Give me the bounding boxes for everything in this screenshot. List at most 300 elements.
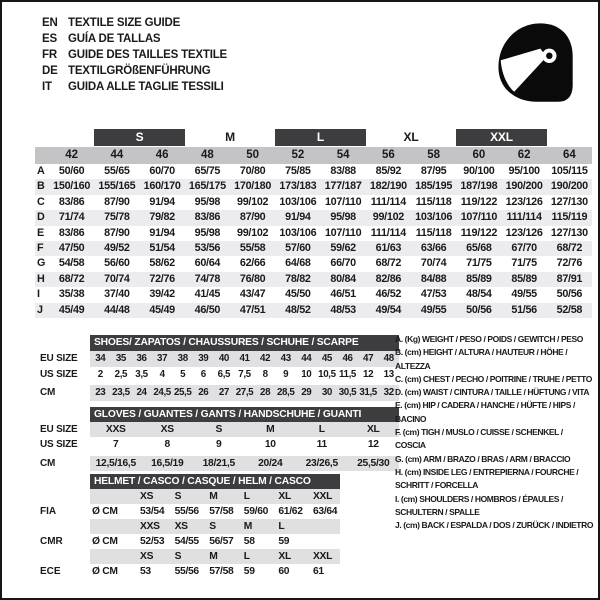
measurement-value: 85/92 (375, 165, 402, 177)
measurement-value: 76/80 (239, 272, 266, 285)
spacer-cell (90, 549, 132, 564)
gloves-us-row (90, 437, 399, 452)
measurement-row-f (35, 241, 592, 256)
measurement-legend (395, 333, 595, 532)
measurement-value: 123/126 (505, 226, 543, 239)
shoe-us-size: 13 (383, 369, 394, 380)
eu-size-label: EU SIZE (40, 353, 78, 364)
measurement-value: 107/110 (324, 226, 362, 239)
measurement-row-i (35, 287, 592, 302)
size-column-number: 62 (517, 149, 531, 161)
measurement-value: 65/75 (194, 165, 221, 177)
measurement-value: 83/86 (58, 226, 85, 239)
measurement-value: 190/200 (505, 180, 543, 193)
measurement-value: 57/60 (285, 241, 311, 254)
measurement-value: 78/82 (285, 272, 311, 285)
glove-us-size: 9 (216, 439, 222, 450)
measurement-value: 70/74 (104, 272, 130, 285)
measurement-value: 111/114 (370, 226, 406, 239)
shoe-cm-size: 28,5 (276, 387, 295, 398)
glove-us-size: 8 (164, 439, 170, 450)
measurement-value: 87/90 (239, 211, 266, 224)
helmet-size-label: S (174, 491, 182, 502)
measurement-row-b (35, 179, 592, 194)
measurement-value: 52/58 (556, 303, 583, 316)
measurement-value: 90/100 (463, 165, 495, 177)
legend-item: C. (cm) CHEST / PECHO / POITRINE / TRUHE / PETTO (395, 373, 592, 384)
measurement-value: 45/49 (149, 303, 175, 316)
measurement-value: 54/58 (58, 257, 85, 270)
legend-item: E. (cm) HIP / CADERA / HANCHE / HÜFTE / HIPS / BACINO (395, 400, 575, 424)
measurement-value: 87/91 (556, 272, 583, 285)
measurement-value: 49/52 (104, 241, 130, 254)
helmet-cmr-values-row (90, 534, 340, 549)
measurement-value: 61/63 (375, 241, 402, 254)
helmet-size-value: 55/56 (174, 566, 199, 577)
measurement-row-e (35, 226, 592, 241)
shoe-us-size: 11,5 (339, 369, 356, 380)
glove-cm-size: 16,5/19 (151, 458, 184, 469)
measurement-value: 87/90 (104, 195, 130, 208)
helmet-size-value: 53 (140, 566, 151, 577)
language-code: FR (42, 49, 57, 61)
shoe-us-size: 6 (200, 369, 206, 380)
size-number-row (35, 147, 592, 164)
helmet-size-value: 57/58 (209, 506, 234, 517)
measurement-row-c (35, 195, 592, 210)
measurement-row-g (35, 256, 592, 271)
shoe-eu-size: 44 (301, 353, 312, 364)
measurement-value: 72/76 (149, 272, 175, 285)
shoe-cm-size: 27,5 (235, 387, 254, 398)
legend-item: F. (cm) TIGH / MUSLO / CUISSE / SCHENKEL / COSCIA (395, 427, 563, 451)
shoe-us-size: 7,5 (238, 369, 251, 380)
measurement-value: 91/94 (149, 226, 175, 239)
measurement-value: 43/47 (239, 288, 266, 301)
measurement-value: 160/170 (143, 180, 181, 193)
helmet-size-label: XL (278, 491, 291, 502)
measurement-value: 51/54 (149, 241, 175, 254)
measurement-value: 68/72 (375, 257, 402, 270)
legend-item: B. (cm) HEIGHT / ALTURA / HAUTEUR / HÖHE / ALTEZZA (395, 347, 568, 371)
glove-eu-size: M (266, 424, 275, 435)
measurement-row-h (35, 272, 592, 287)
measurement-letter: E (37, 226, 44, 239)
helmet-size-label: XXL (312, 491, 333, 502)
size-column-number: 50 (246, 149, 260, 161)
glove-cm-size: 12,5/16,5 (95, 458, 136, 469)
measurement-value: 119/122 (460, 195, 498, 208)
measurement-value: 127/130 (550, 195, 588, 208)
measurement-letter: C (37, 195, 45, 208)
helmet-size-label: XS (140, 551, 154, 562)
size-s-header: S (94, 129, 185, 146)
glove-cm-size: 23/26,5 (305, 458, 338, 469)
measurement-value: 68/72 (58, 272, 85, 285)
measurement-value: 103/106 (279, 226, 317, 239)
glove-eu-size: XS (160, 424, 174, 435)
glove-us-size: 7 (113, 439, 119, 450)
size-column-number: 64 (562, 149, 576, 161)
glove-us-size: 11 (316, 439, 327, 450)
measurement-value: 99/102 (237, 195, 269, 208)
shoe-us-size: 2,5 (114, 369, 128, 380)
measurement-row-j (35, 303, 592, 318)
measurement-row-a (35, 164, 592, 179)
shoes-cm-row (90, 385, 399, 401)
size-column-number: 60 (472, 149, 486, 161)
gloves-eu-row (90, 422, 399, 437)
shoe-eu-size: 47 (363, 353, 374, 364)
measurement-value: 65/68 (466, 241, 492, 254)
shoe-eu-size: 38 (177, 353, 188, 364)
measurement-value: 55/58 (239, 241, 266, 254)
measurement-value: 187/198 (460, 180, 498, 193)
shoe-cm-size: 24,5 (153, 387, 171, 398)
shoe-cm-size: 30,5 (338, 387, 357, 398)
size-column-number: 58 (427, 149, 441, 161)
gloves-row-labels (40, 422, 78, 471)
shoe-eu-size: 45 (321, 353, 332, 364)
shoe-us-size: 12 (363, 369, 374, 380)
language-title: GUIDE DES TAILLES TEXTILE (68, 49, 227, 61)
measurement-value: 51/56 (511, 303, 537, 316)
shoe-us-size: 10,5 (318, 369, 336, 380)
shoe-us-size: 4 (159, 369, 165, 380)
glove-eu-size: S (215, 424, 223, 435)
shoe-cm-size: 23 (95, 387, 106, 398)
measurement-value: 105/115 (551, 165, 588, 177)
size-column-number: 46 (155, 149, 169, 161)
size-column-number: 56 (381, 149, 395, 161)
glove-eu-size: L (318, 424, 325, 435)
measurement-value: 62/66 (239, 257, 266, 270)
legend-item: A. (Kg) WEIGHT / PESO / POIDS / GEWITCH / PESO (395, 334, 583, 344)
helmet-size-label: M (243, 521, 253, 532)
measurement-value: 48/53 (330, 303, 356, 316)
shoe-eu-size: 36 (136, 353, 147, 364)
size-column-number: 52 (291, 149, 305, 161)
measurement-value: 115/118 (415, 195, 452, 208)
shoe-us-size: 2 (97, 369, 103, 380)
language-line (42, 79, 227, 95)
measurement-value: 71/74 (58, 211, 85, 224)
shoe-eu-size: 37 (157, 353, 168, 364)
measurement-value: 71/75 (466, 257, 492, 270)
language-code: IT (42, 81, 52, 93)
glove-us-size: 10 (264, 439, 276, 450)
measurement-value: 182/190 (369, 180, 407, 193)
shoe-cm-size: 26 (198, 387, 209, 398)
legend-item: G. (cm) ARM / BRAZO / BRAS / ARM / BRACCIO (395, 453, 571, 464)
measurement-value: 75/85 (285, 165, 311, 177)
measurement-value: 95/98 (194, 195, 221, 208)
measurement-value: 48/54 (466, 288, 492, 301)
racing-helmet-icon (489, 17, 579, 109)
textile-size-table (35, 128, 592, 318)
measurement-value: 70/74 (420, 257, 447, 270)
gloves-table-title: GLOVES / GUANTES / GANTS / HANDSCHUHE / GUANTI (90, 407, 399, 422)
shoe-eu-size: 42 (260, 353, 271, 364)
helmet-size-value: 63/64 (312, 506, 338, 517)
glove-cm-size: 25,5/30 (357, 458, 390, 469)
measurement-value: 155/165 (98, 180, 136, 193)
shoes-table (90, 335, 399, 401)
shoe-us-size: 8 (262, 369, 268, 380)
glove-us-size: 12 (367, 439, 379, 450)
measurement-letter: F (37, 241, 44, 254)
measurement-letter: J (37, 303, 43, 316)
size-group-header-row (35, 128, 592, 147)
measurement-value: 46/50 (194, 303, 221, 316)
measurement-value: 103/106 (279, 195, 317, 208)
language-line (42, 47, 227, 63)
shoe-us-size: 9 (283, 369, 289, 380)
measurement-value: 150/160 (53, 180, 91, 193)
size-l-header: L (275, 129, 366, 146)
measurement-value: 115/119 (551, 211, 588, 224)
measurement-value: 79/82 (149, 211, 175, 224)
measurement-value: 64/68 (285, 257, 311, 270)
measurement-value: 37/40 (104, 288, 130, 301)
measurement-value: 75/78 (104, 211, 130, 224)
shoes-row-labels (40, 351, 78, 401)
measurement-value: 85/89 (466, 272, 492, 285)
shoe-cm-size: 28 (260, 387, 271, 398)
measurement-value: 60/64 (194, 257, 221, 270)
eu-size-label: EU SIZE (40, 424, 78, 435)
legend-item: D. (cm) WAIST / CINTURA / TAILLE / HÜFTUNG / VITA (395, 387, 590, 398)
measurement-value: 84/88 (420, 272, 447, 285)
helmet-size-value: 61 (312, 566, 324, 577)
shoe-cm-size: 24 (136, 387, 147, 398)
helmet-size-label: XXL (312, 551, 333, 562)
measurement-value: 99/102 (372, 211, 404, 224)
measurement-value: 87/95 (420, 165, 447, 177)
measurement-value: 70/80 (239, 165, 266, 177)
measurement-value: 47/50 (58, 241, 85, 254)
measurement-value: 46/51 (330, 288, 356, 301)
shoe-eu-size: 41 (239, 353, 250, 364)
helmet-size-value: 59 (243, 566, 255, 577)
helmet-size-value: 61/62 (278, 506, 303, 517)
shoe-cm-size: 30 (321, 387, 332, 398)
measurement-value: 115/118 (415, 226, 452, 239)
measurement-value: 111/114 (370, 195, 406, 208)
shoe-eu-size: 35 (115, 353, 126, 364)
helmet-size-value: 60 (278, 566, 290, 577)
measurement-value: 95/100 (508, 165, 540, 177)
measurement-value: 67/70 (511, 241, 537, 254)
helmet-size-label: S (209, 521, 216, 532)
helmet-size-label: XL (278, 551, 291, 562)
language-title: GUÍA DE TALLAS (68, 33, 161, 45)
shoes-eu-row (90, 351, 399, 367)
measurement-value: 45/50 (285, 288, 311, 301)
shoe-cm-size: 23,5 (112, 387, 130, 398)
legend-item: H. (cm) INSIDE LEG / ENTREPIERNA / FOURCHE / SCHRITT / FORCELLA (395, 466, 579, 491)
size-column-number: 42 (65, 149, 79, 161)
measurement-value: 72/76 (556, 257, 583, 270)
helmet-size-value: 57/58 (209, 566, 234, 577)
helmet-size-value: 59/60 (243, 506, 269, 517)
helmet-ece-sizes-row (90, 549, 340, 564)
legend-item: I. (cm) SHOULDERS / HOMBROS / ÉPAULES / SCHULTERN / SPALLE (395, 493, 563, 517)
helmet-size-label: L (243, 551, 250, 562)
glove-eu-size: XL (366, 424, 380, 435)
measurement-value: 49/55 (420, 303, 447, 316)
size-xl-header: XL (403, 130, 419, 144)
legend-item: J. (cm) BACK / ESPALDA / DOS / ZURÜCK / INDIETRO (395, 520, 594, 531)
measurement-value: 63/66 (420, 241, 447, 254)
helmet-fia-sizes-row (90, 489, 340, 504)
helmet-table-title: HELMET / CASCO / CASQUE / HELM / CASCO (90, 474, 340, 489)
helmet-cmr-sizes-row (90, 519, 340, 534)
measurement-letter: G (37, 257, 46, 270)
measurement-value: 35/38 (58, 288, 85, 301)
size-column-number: 54 (336, 149, 350, 161)
measurement-value: 87/90 (104, 226, 130, 239)
helmet-size-value: 54/55 (174, 536, 199, 547)
language-title: TEXTILE SIZE GUIDE (68, 17, 181, 29)
measurement-value: 99/102 (237, 226, 269, 239)
measurement-letter: H (37, 272, 45, 285)
measurement-value: 50/56 (466, 303, 492, 316)
diameter-cm-label: Ø CM (92, 536, 118, 547)
measurement-value: 95/98 (194, 226, 221, 239)
helmet-table (90, 474, 340, 579)
ece-standard-label: ECE (40, 566, 61, 577)
measurement-value: 71/75 (511, 257, 537, 270)
us-size-label: US SIZE (40, 369, 78, 380)
measurement-value: 47/53 (420, 288, 447, 301)
helmet-size-value: 58 (243, 536, 255, 547)
measurement-value: 55/65 (104, 165, 130, 177)
helmet-size-value: 53/54 (140, 506, 165, 517)
shoe-us-size: 10 (301, 369, 312, 380)
gloves-table (90, 407, 399, 471)
helmet-size-label: L (278, 521, 285, 532)
shoe-cm-size: 25,5 (173, 387, 192, 398)
measurement-value: 127/130 (550, 226, 588, 239)
measurement-value: 49/54 (375, 303, 402, 316)
shoes-table-title: SHOES/ ZAPATOS / CHAUSSURES / SCHUHE / SCARPE (90, 335, 399, 351)
measurement-value: 46/52 (375, 288, 402, 301)
measurement-value: 74/78 (194, 272, 221, 285)
measurement-value: 103/106 (415, 211, 453, 224)
shoe-cm-size: 31,5 (359, 387, 377, 398)
measurement-value: 123/126 (505, 195, 543, 208)
measurement-value: 119/122 (460, 226, 498, 239)
helmet-size-value: 59 (278, 536, 290, 547)
language-title: TEXTILGRÖßENFÜHRUNG (68, 65, 211, 77)
size-column-number: 44 (110, 149, 124, 161)
measurement-value: 39/42 (149, 288, 175, 301)
glove-cm-size: 18/21,5 (202, 458, 235, 469)
shoe-eu-size: 43 (280, 353, 291, 364)
cm-label: CM (40, 458, 56, 469)
helmet-size-value: 52/53 (140, 536, 165, 547)
shoe-eu-size: 39 (198, 353, 209, 364)
language-code: ES (42, 33, 57, 45)
glove-eu-size: XXS (105, 424, 126, 435)
measurement-value: 56/60 (104, 257, 130, 270)
helmet-size-value: 56/57 (209, 536, 234, 547)
shoe-us-size: 3,5 (135, 369, 148, 380)
measurement-value: 107/110 (324, 195, 362, 208)
measurement-value: 91/94 (149, 195, 175, 208)
measurement-value: 107/110 (460, 211, 498, 224)
measurement-value: 66/70 (330, 257, 356, 270)
size-xxl-header: XXL (456, 129, 547, 146)
measurement-value: 83/88 (330, 165, 356, 177)
shoe-cm-size: 32 (383, 387, 394, 398)
measurement-value: 44/48 (104, 303, 130, 316)
shoe-us-size: 5 (180, 369, 186, 380)
measurement-value: 45/49 (58, 303, 85, 316)
language-code: EN (42, 17, 58, 29)
measurement-value: 53/56 (194, 241, 221, 254)
language-line (42, 31, 227, 47)
measurement-value: 48/52 (285, 303, 311, 316)
measurement-value: 60/70 (149, 165, 175, 177)
language-line (42, 63, 227, 79)
measurement-letter: A (37, 165, 45, 177)
shoe-cm-size: 29 (301, 387, 312, 398)
shoe-eu-size: 40 (218, 353, 229, 364)
measurement-value: 59/62 (330, 241, 356, 254)
measurement-row-d (35, 210, 592, 225)
measurement-value: 58/62 (149, 257, 175, 270)
diameter-cm-label: Ø CM (92, 566, 118, 577)
fia-standard-label: FIA (40, 506, 57, 517)
measurement-value: 95/98 (330, 211, 356, 224)
helmet-size-label: M (209, 491, 218, 502)
measurement-value: 41/45 (194, 288, 221, 301)
helmet-size-value: 55/56 (174, 506, 199, 517)
helmet-fia-values-row (90, 504, 340, 519)
measurement-value: 47/51 (239, 303, 266, 316)
cmr-standard-label: CMR (40, 536, 63, 547)
measurement-value: 83/86 (58, 195, 85, 208)
shoe-eu-size: 46 (342, 353, 353, 364)
measurement-letter: D (37, 211, 45, 224)
measurement-value: 173/183 (279, 180, 317, 193)
measurement-value: 49/55 (511, 288, 537, 301)
shoe-us-size: 6,5 (217, 369, 231, 380)
measurement-value: 68/72 (556, 241, 583, 254)
helmet-ece-values-row (90, 564, 340, 579)
language-code: DE (42, 65, 58, 77)
helmet-size-label: XS (174, 521, 188, 532)
cm-label: CM (40, 387, 56, 398)
spacer-cell (90, 489, 132, 504)
measurement-value: 50/56 (556, 288, 583, 301)
measurement-value: 50/60 (58, 165, 85, 177)
language-line (42, 15, 227, 31)
measurement-value: 111/114 (506, 211, 542, 224)
measurement-value: 82/86 (375, 272, 402, 285)
helmet-size-label: XXS (140, 521, 160, 532)
measurement-value: 91/94 (285, 211, 311, 224)
shoes-us-row (90, 367, 399, 383)
measurement-letter: B (37, 180, 45, 193)
helmet-size-label: XS (140, 491, 154, 502)
helmet-size-label: S (174, 551, 182, 562)
diameter-cm-label: Ø CM (92, 506, 118, 517)
size-m-header: M (225, 130, 235, 144)
shoe-eu-size: 34 (95, 353, 106, 364)
